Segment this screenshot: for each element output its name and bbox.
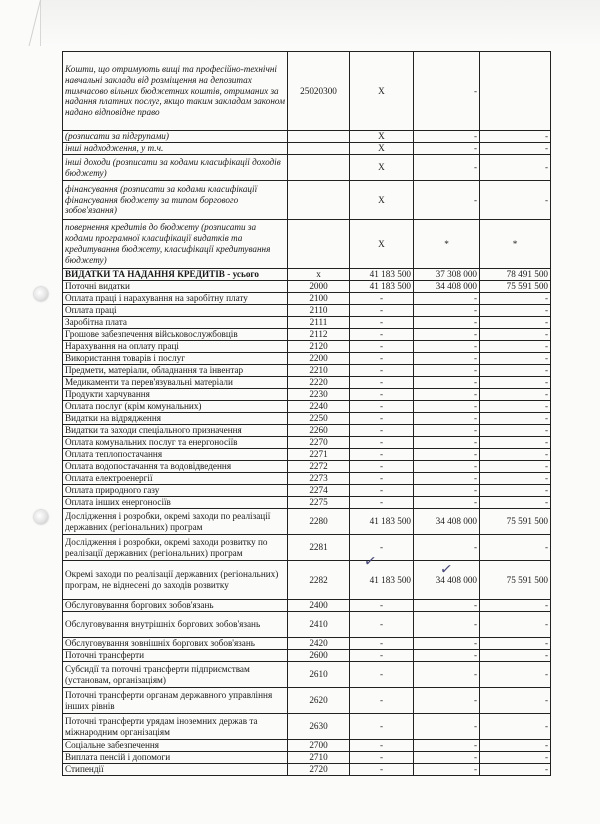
row-value-3-cell (480, 52, 551, 131)
row-code-cell: 2270 (288, 437, 350, 449)
table-row (63, 181, 551, 220)
row-value-2-cell: 34 408 000 (414, 561, 480, 600)
table-row (63, 401, 551, 413)
row-value-1-cell: - (350, 353, 414, 365)
row-code-cell: 2410 (288, 612, 350, 638)
row-name-cell: Грошове забезпечення військовослужбовців (63, 329, 288, 341)
row-code-cell: х (288, 269, 350, 281)
row-value-2-cell: - (414, 143, 480, 155)
row-value-1-cell: - (350, 764, 414, 776)
table-row (63, 650, 551, 662)
row-value-1-cell: - (350, 341, 414, 353)
row-value-2-cell: - (414, 365, 480, 377)
row-value-2-cell: - (414, 449, 480, 461)
row-value-1-cell: 41 183 500 (350, 281, 414, 293)
scan-top-edge (40, 0, 600, 46)
row-code-cell: 2000 (288, 281, 350, 293)
row-value-3-cell: - (480, 740, 551, 752)
row-value-3-cell: 78 491 500 (480, 269, 551, 281)
row-value-1-cell: 41 183 500 (350, 509, 414, 535)
table-row (63, 281, 551, 293)
row-value-3-cell: - (480, 764, 551, 776)
row-value-3-cell: - (480, 329, 551, 341)
punch-hole-lower (34, 510, 48, 524)
row-value-3-cell: - (480, 143, 551, 155)
table-row (63, 131, 551, 143)
table-row (63, 220, 551, 269)
row-value-3-cell: - (480, 662, 551, 688)
row-name-cell: Окремі заходи по реалізації державних (регіональних) програм, не віднесені до заходів розвитку (63, 561, 288, 600)
budget-table-body (63, 52, 551, 776)
table-row (63, 535, 551, 561)
row-value-3-cell: - (480, 688, 551, 714)
row-value-2-cell: - (414, 650, 480, 662)
row-value-1-cell: - (350, 449, 414, 461)
row-code-cell: 2600 (288, 650, 350, 662)
row-value-3-cell: - (480, 317, 551, 329)
table-row (63, 305, 551, 317)
row-value-1-cell: Х (350, 143, 414, 155)
row-name-cell: Оплата праці і нарахування на заробітну плату (63, 293, 288, 305)
row-name-cell: Видатки та заходи спеціального призначення (63, 425, 288, 437)
handwritten-check-mark: ✓ (438, 559, 454, 579)
row-name-cell: Обслуговування внутрішніх боргових зобов'язань (63, 612, 288, 638)
row-name-cell: Використання товарів і послуг (63, 353, 288, 365)
row-name-cell: (розписати за підгрупами) (63, 131, 288, 143)
row-code-cell: 2274 (288, 485, 350, 497)
row-name-cell: інші надходження, у т.ч. (63, 143, 288, 155)
row-value-3-cell: - (480, 365, 551, 377)
row-code-cell: 2630 (288, 714, 350, 740)
row-value-1-cell: Х (350, 52, 414, 131)
row-name-cell: Медикаменти та перев'язувальні матеріали (63, 377, 288, 389)
table-row (63, 473, 551, 485)
row-value-3-cell: - (480, 535, 551, 561)
row-value-3-cell: * (480, 220, 551, 269)
row-name-cell: Видатки на відрядження (63, 413, 288, 425)
row-code-cell: 2120 (288, 341, 350, 353)
table-row (63, 688, 551, 714)
row-value-3-cell: - (480, 473, 551, 485)
table-row (63, 764, 551, 776)
row-code-cell: 2610 (288, 662, 350, 688)
row-value-2-cell: - (414, 155, 480, 181)
row-name-cell: Оплата праці (63, 305, 288, 317)
row-value-2-cell: - (414, 437, 480, 449)
table-row (63, 425, 551, 437)
row-value-2-cell: - (414, 600, 480, 612)
row-name-cell: Нарахування на оплату праці (63, 341, 288, 353)
table-row (63, 612, 551, 638)
row-code-cell: 2271 (288, 449, 350, 461)
row-name-cell: Дослідження і розробки, окремі заходи по реалізації державних (регіональних) програм (63, 509, 288, 535)
row-value-2-cell: - (414, 425, 480, 437)
row-value-3-cell: - (480, 485, 551, 497)
row-value-3-cell: - (480, 389, 551, 401)
row-value-1-cell: - (350, 437, 414, 449)
row-code-cell: 2710 (288, 752, 350, 764)
row-name-cell: Оплата теплопостачання (63, 449, 288, 461)
row-name-cell: повернення кредитів до бюджету (розписати за кодами програмної класифікації видатків та кредитування бюджету, класифікації кредитування бюджету) (63, 220, 288, 269)
row-value-3-cell: - (480, 377, 551, 389)
row-value-1-cell: - (350, 714, 414, 740)
row-code-cell: 2240 (288, 401, 350, 413)
table-row (63, 293, 551, 305)
table-row (63, 740, 551, 752)
table-row (63, 413, 551, 425)
row-value-2-cell: - (414, 52, 480, 131)
row-name-cell: Обслуговування зовнішніх боргових зобов'язань (63, 638, 288, 650)
row-value-1-cell: - (350, 377, 414, 389)
row-value-1-cell: 41 183 500 (350, 561, 414, 600)
row-value-3-cell: - (480, 650, 551, 662)
row-value-1-cell: Х (350, 220, 414, 269)
row-value-1-cell: Х (350, 155, 414, 181)
row-value-3-cell: - (480, 461, 551, 473)
row-value-1-cell: - (350, 425, 414, 437)
row-value-1-cell: - (350, 365, 414, 377)
row-name-cell: Оплата інших енергоносіїв (63, 497, 288, 509)
row-value-1-cell: - (350, 461, 414, 473)
row-name-cell: Оплата послуг (крім комунальних) (63, 401, 288, 413)
row-value-3-cell: - (480, 353, 551, 365)
row-value-1-cell: - (350, 662, 414, 688)
row-value-1-cell: - (350, 740, 414, 752)
table-row (63, 600, 551, 612)
row-value-2-cell: - (414, 353, 480, 365)
row-value-2-cell: - (414, 305, 480, 317)
row-value-1-cell: - (350, 293, 414, 305)
table-row (63, 497, 551, 509)
row-value-3-cell: 75 591 500 (480, 509, 551, 535)
row-value-2-cell: - (414, 181, 480, 220)
row-code-cell (288, 181, 350, 220)
row-code-cell: 2700 (288, 740, 350, 752)
row-value-2-cell: - (414, 638, 480, 650)
row-code-cell: 2282 (288, 561, 350, 600)
row-code-cell (288, 143, 350, 155)
row-name-cell: Продукти харчування (63, 389, 288, 401)
row-name-cell: Виплата пенсій і допомоги (63, 752, 288, 764)
row-value-3-cell: - (480, 293, 551, 305)
row-value-3-cell: - (480, 497, 551, 509)
row-value-2-cell: 34 408 000 (414, 509, 480, 535)
table-row (63, 353, 551, 365)
row-name-cell: Поточні видатки (63, 281, 288, 293)
row-name-cell: Оплата комунальних послуг та енергоносіїв (63, 437, 288, 449)
row-value-1-cell: - (350, 612, 414, 638)
row-value-2-cell: - (414, 413, 480, 425)
row-value-3-cell: - (480, 401, 551, 413)
row-name-cell: фінансування (розписати за кодами класифікації фінансування бюджету за типом боргового зобов'язання) (63, 181, 288, 220)
row-code-cell: 2420 (288, 638, 350, 650)
row-value-2-cell: * (414, 220, 480, 269)
row-code-cell: 2112 (288, 329, 350, 341)
row-name-cell: Оплата водопостачання та водовідведення (63, 461, 288, 473)
row-value-2-cell: - (414, 473, 480, 485)
row-value-2-cell: - (414, 662, 480, 688)
row-value-2-cell: - (414, 401, 480, 413)
row-value-1-cell: - (350, 497, 414, 509)
row-value-1-cell: - (350, 688, 414, 714)
row-value-3-cell: 75 591 500 (480, 561, 551, 600)
row-value-2-cell: - (414, 688, 480, 714)
table-row (63, 143, 551, 155)
table-row (63, 449, 551, 461)
row-value-1-cell: 41 183 500 (350, 269, 414, 281)
row-value-1-cell: - (350, 389, 414, 401)
row-code-cell: 2281 (288, 535, 350, 561)
row-value-1-cell: Х (350, 131, 414, 143)
table-row (63, 752, 551, 764)
row-value-1-cell: - (350, 638, 414, 650)
row-name-cell: Субсидії та поточні трансферти підприємствам (установам, організаціям) (63, 662, 288, 688)
table-row (63, 638, 551, 650)
row-value-1-cell: - (350, 473, 414, 485)
row-value-2-cell: - (414, 485, 480, 497)
row-code-cell: 2220 (288, 377, 350, 389)
row-value-3-cell: - (480, 305, 551, 317)
row-code-cell (288, 155, 350, 181)
row-value-1-cell: - (350, 485, 414, 497)
row-value-1-cell: - (350, 535, 414, 561)
row-name-cell: Поточні трансферти (63, 650, 288, 662)
table-row (63, 377, 551, 389)
row-value-2-cell: - (414, 317, 480, 329)
row-value-2-cell: - (414, 535, 480, 561)
row-value-2-cell: - (414, 329, 480, 341)
row-value-2-cell: - (414, 377, 480, 389)
row-value-3-cell: - (480, 449, 551, 461)
row-code-cell (288, 131, 350, 143)
row-value-3-cell: - (480, 155, 551, 181)
row-name-cell: Оплата природного газу (63, 485, 288, 497)
row-code-cell (288, 220, 350, 269)
row-name-cell: Кошти, що отримують вищі та професійно-технічні навчальні заклади від розміщення на депозитах тимчасово вільних бюджетних коштів, отриманих за надання платних послуг, якщо таким закладам законом надано відповідне право (63, 52, 288, 131)
row-value-3-cell: - (480, 638, 551, 650)
punch-hole-upper (34, 287, 48, 301)
row-value-2-cell: - (414, 341, 480, 353)
row-value-2-cell: - (414, 740, 480, 752)
row-value-1-cell: Х (350, 181, 414, 220)
row-value-1-cell: - (350, 650, 414, 662)
row-value-2-cell: 34 408 000 (414, 281, 480, 293)
row-name-cell: Обслуговування боргових зобов'язань (63, 600, 288, 612)
row-value-1-cell: - (350, 317, 414, 329)
table-row (63, 509, 551, 535)
table-row (63, 437, 551, 449)
row-name-cell: ВИДАТКИ ТА НАДАННЯ КРЕДИТІВ - усього (63, 269, 288, 281)
row-code-cell: 2100 (288, 293, 350, 305)
row-value-3-cell: - (480, 714, 551, 740)
row-value-2-cell: - (414, 612, 480, 638)
row-code-cell: 2400 (288, 600, 350, 612)
row-name-cell: Стипендії (63, 764, 288, 776)
table-row (63, 561, 551, 600)
row-name-cell: Дослідження і розробки, окремі заходи розвитку по реалізації державних (регіональних) програм (63, 535, 288, 561)
row-name-cell: Поточні трансферти органам державного управління інших рівнів (63, 688, 288, 714)
row-code-cell: 2110 (288, 305, 350, 317)
table-row (63, 52, 551, 131)
row-code-cell: 2230 (288, 389, 350, 401)
table-row (63, 269, 551, 281)
row-code-cell: 2111 (288, 317, 350, 329)
table-row (63, 155, 551, 181)
row-value-2-cell: - (414, 714, 480, 740)
row-value-2-cell: - (414, 389, 480, 401)
row-value-2-cell: - (414, 131, 480, 143)
row-code-cell: 2210 (288, 365, 350, 377)
row-value-1-cell: - (350, 305, 414, 317)
row-name-cell: Оплата електроенергії (63, 473, 288, 485)
row-name-cell: Предмети, матеріали, обладнання та інвентар (63, 365, 288, 377)
row-name-cell: Заробітна плата (63, 317, 288, 329)
table-row (63, 389, 551, 401)
row-name-cell: Соціальне забезпечення (63, 740, 288, 752)
table-row (63, 461, 551, 473)
row-value-3-cell: - (480, 181, 551, 220)
row-code-cell: 2273 (288, 473, 350, 485)
row-value-3-cell: 75 591 500 (480, 281, 551, 293)
table-row (63, 365, 551, 377)
row-code-cell: 2280 (288, 509, 350, 535)
table-row (63, 485, 551, 497)
row-value-1-cell: - (350, 401, 414, 413)
row-code-cell: 2250 (288, 413, 350, 425)
table-row (63, 662, 551, 688)
row-value-3-cell: - (480, 131, 551, 143)
row-value-2-cell: - (414, 752, 480, 764)
row-name-cell: інші доходи (розписати за кодами класифікації доходів бюджету) (63, 155, 288, 181)
table-row (63, 341, 551, 353)
row-value-3-cell: - (480, 425, 551, 437)
row-code-cell: 2275 (288, 497, 350, 509)
row-value-2-cell: - (414, 461, 480, 473)
row-value-2-cell: 37 308 000 (414, 269, 480, 281)
row-code-cell: 2620 (288, 688, 350, 714)
row-code-cell: 2272 (288, 461, 350, 473)
row-value-1-cell: - (350, 752, 414, 764)
handwritten-check-mark: ✓ (362, 551, 378, 571)
row-code-cell: 25020300 (288, 52, 350, 131)
budget-table (62, 51, 551, 776)
row-name-cell: Поточні трансферти урядам іноземних держав та міжнародним організаціям (63, 714, 288, 740)
row-code-cell: 2260 (288, 425, 350, 437)
row-code-cell: 2720 (288, 764, 350, 776)
row-value-3-cell: - (480, 341, 551, 353)
row-value-1-cell: - (350, 413, 414, 425)
row-value-2-cell: - (414, 293, 480, 305)
row-value-1-cell: - (350, 329, 414, 341)
row-value-3-cell: - (480, 752, 551, 764)
table-row (63, 329, 551, 341)
row-value-2-cell: - (414, 764, 480, 776)
row-code-cell: 2200 (288, 353, 350, 365)
table-row (63, 317, 551, 329)
row-value-1-cell: - (350, 600, 414, 612)
row-value-3-cell: - (480, 413, 551, 425)
row-value-3-cell: - (480, 612, 551, 638)
row-value-3-cell: - (480, 600, 551, 612)
row-value-2-cell: - (414, 497, 480, 509)
row-value-3-cell: - (480, 437, 551, 449)
table-row (63, 714, 551, 740)
